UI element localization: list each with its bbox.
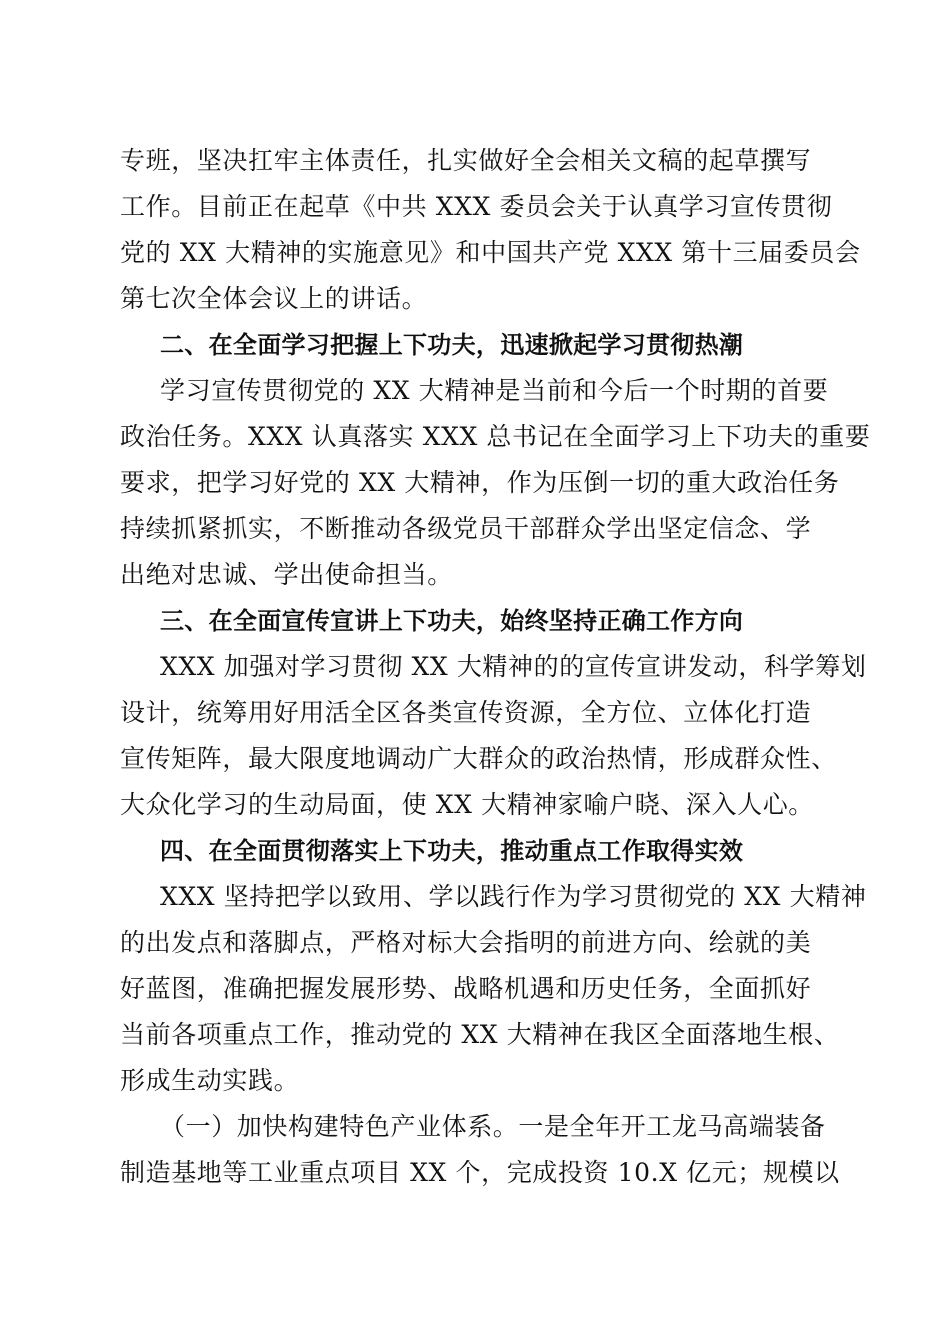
body-line: 第七次全体会议上的讲话。: [120, 284, 428, 313]
section-heading-2: 二、在全面学习把握上下功夫，迅速掀起学习贯彻热潮: [160, 331, 744, 359]
body-line: 工作。目前正在起草《中共 XXX 委员会关于认真学习宣传贯彻: [120, 192, 833, 221]
body-line: 学习宣传贯彻党的 XX 大精神是当前和今后一个时期的首要: [160, 376, 829, 405]
body-line: 专班，坚决扛牢主体责任，扎实做好全会相关文稿的起草撰写: [120, 146, 812, 175]
body-line: 大众化学习的生动局面，使 XX 大精神家喻户晓、深入人心。: [120, 790, 814, 819]
body-line: XXX 加强对学习贯彻 XX 大精神的的宣传宣讲发动，科学筹划: [160, 652, 867, 681]
body-line: 要求，把学习好党的 XX 大精神，作为压倒一切的重大政治任务: [120, 468, 840, 497]
body-line: 好蓝图，准确把握发展形势、战略机遇和历史任务，全面抓好: [120, 974, 812, 1003]
body-line: 出绝对忠诚、学出使命担当。: [120, 560, 453, 589]
document-page: [120, 138, 871, 1196]
section-heading-3: 三、在全面宣传宣讲上下功夫，始终坚持正确工作方向: [160, 607, 744, 635]
body-line: 党的 XX 大精神的实施意见》和中国共产党 XXX 第十三届委员会: [120, 238, 861, 267]
subsection-line: （一）加快构建特色产业体系。一是全年开工龙马高端装备: [160, 1112, 826, 1141]
body-line: 的出发点和落脚点，严格对标大会指明的前进方向、绘就的美: [120, 928, 812, 957]
body-line: 当前各项重点工作，推动党的 XX 大精神在我区全面落地生根、: [120, 1020, 840, 1049]
body-line: 政治任务。XXX 认真落实 XXX 总书记在全面学习上下功夫的重要: [120, 422, 871, 451]
body-line: 宣传矩阵，最大限度地调动广大群众的政治热情，形成群众性、: [120, 744, 837, 773]
section-heading-4: 四、在全面贯彻落实上下功夫，推动重点工作取得实效: [160, 837, 744, 865]
body-line: 设计，统筹用好用活全区各类宣传资源，全方位、立体化打造: [120, 698, 812, 727]
body-line: 持续抓紧抓实，不断推动各级党员干部群众学出坚定信念、学: [120, 514, 812, 543]
body-line: XXX 坚持把学以致用、学以践行作为学习贯彻党的 XX 大精神: [160, 882, 867, 911]
body-line: 制造基地等工业重点项目 XX 个，完成投资 10.X 亿元；规模以: [120, 1158, 840, 1187]
body-line: 形成生动实践。: [120, 1066, 300, 1095]
